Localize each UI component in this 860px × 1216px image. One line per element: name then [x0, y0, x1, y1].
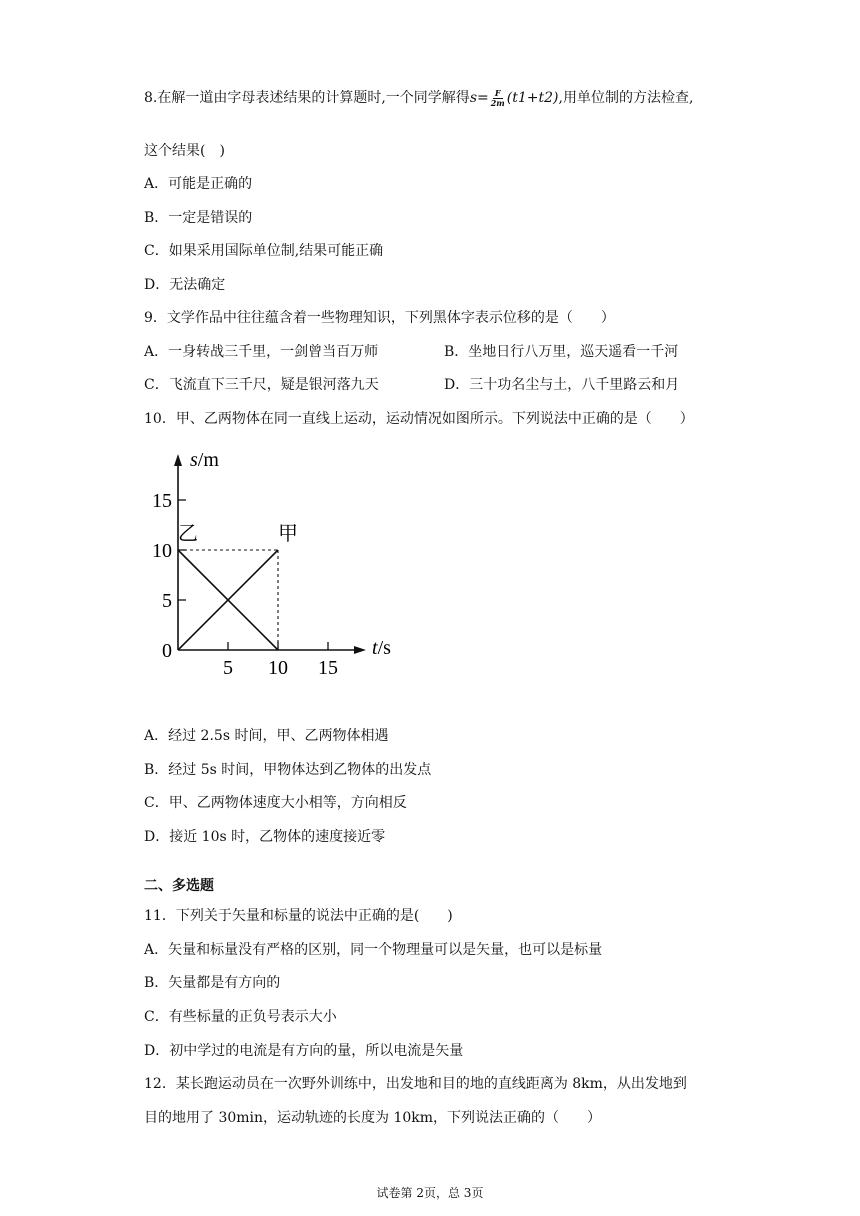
- page-footer: 试卷第 2页，总 3页: [376, 1186, 484, 1200]
- formula-paren: (t1+t2): [506, 90, 559, 106]
- q8-option-c: C．如果采用国际单位制,结果可能正确: [144, 243, 384, 259]
- q9-option-d: D．三十功名尘与土，八千里路云和月: [444, 377, 680, 393]
- x-tick-label: 10: [268, 657, 288, 678]
- q9-options-row2: [144, 375, 680, 395]
- fraction-numerator: F: [494, 87, 501, 98]
- q8-prefix: 8.在解一道由字母表述结果的计算题时,一个同学解得: [144, 90, 470, 106]
- y-tick-label: 10: [152, 540, 172, 562]
- series-label: 甲: [278, 521, 298, 545]
- q8-option-d: D．无法确定: [144, 277, 226, 293]
- q9-option-c: C．飞流直下三千尺，疑是银河落九天: [144, 377, 379, 393]
- fraction-denominator: 2m: [490, 97, 505, 108]
- formula-s: s: [469, 90, 477, 106]
- q10-option-c: C．甲、乙两物体速度大小相等，方向相反: [144, 795, 407, 811]
- y-tick-label: 5: [162, 590, 172, 612]
- q9-option-b: B．坐地日行八万里，巡天遥看一千河: [444, 344, 679, 360]
- x-tick-label: 5: [223, 657, 233, 678]
- x-axis-arrow: [354, 646, 366, 654]
- q8-line1: [144, 88, 693, 108]
- x-tick-label: 15: [318, 657, 338, 678]
- q8-option-a: A．可能是正确的: [144, 176, 253, 192]
- q8-option-b: B．一定是错误的: [144, 210, 253, 226]
- formula-eq: =: [477, 90, 489, 106]
- formula-fraction: [489, 89, 507, 108]
- y-axis-arrow: [174, 454, 182, 466]
- st-graph: [148, 446, 408, 678]
- q10-option-b: B．经过 5s 时间，甲物体达到乙物体的出发点: [144, 762, 432, 778]
- q11-option-c: C．有些标量的正负号表示大小: [144, 1009, 337, 1025]
- q12-line2: 目的地用了 30min，运动轨迹的长度为 10km，下列说法正确的（ ）: [144, 1110, 602, 1126]
- q10-option-d: D．接近 10s 时，乙物体的速度接近零: [144, 829, 386, 845]
- q9-stem: 9．文学作品中往往蕴含着一些物理知识，下列黑体字表示位移的是（ ）: [144, 310, 615, 326]
- y-axis-label: s/m: [190, 449, 219, 471]
- q8-suffix: ,用单位制的方法检查,: [558, 90, 694, 106]
- q11-option-d: D．初中学过的电流是有方向的量，所以电流是矢量: [144, 1043, 464, 1059]
- q11-stem: 11．下列关于矢量和标量的说法中正确的是( ): [144, 908, 453, 924]
- y-tick-label: 15: [152, 490, 172, 512]
- q10-stem: 10．甲、乙两物体在同一直线上运动，运动情况如图所示。下列说法中正确的是（ ）: [144, 411, 694, 427]
- q11-option-b: B．矢量都是有方向的: [144, 975, 281, 991]
- y-tick-label: 0: [162, 640, 172, 662]
- q9-options-row1: [144, 342, 679, 362]
- section-heading: 二、多选题: [144, 878, 214, 894]
- q10-option-a: A．经过 2.5s 时间，甲、乙两物体相遇: [144, 728, 389, 744]
- q8-line2: 这个结果( ): [144, 143, 225, 159]
- q11-option-a: A．矢量和标量没有严格的区别，同一个物理量可以是矢量，也可以是标量: [144, 942, 603, 958]
- series-label: 乙: [178, 521, 198, 545]
- x-axis-label: t/s: [372, 637, 391, 659]
- q12-line1: 12．某长跑运动员在一次野外训练中，出发地和目的地的直线距离为 8km，从出发地到: [144, 1076, 687, 1092]
- q9-option-a: A．一身转战三千里，一剑曾当百万师: [144, 344, 379, 360]
